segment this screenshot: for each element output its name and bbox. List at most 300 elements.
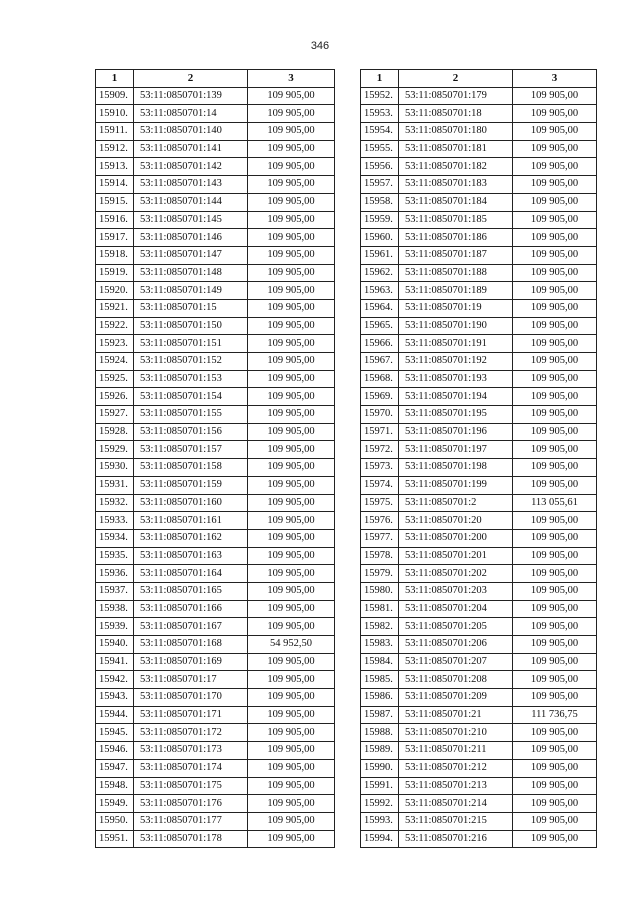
row-number: 15940. bbox=[96, 636, 134, 654]
row-number: 15984. bbox=[361, 653, 399, 671]
cadastral-value: 109 905,00 bbox=[248, 335, 335, 353]
cadastral-value: 109 905,00 bbox=[513, 193, 597, 211]
cadastral-number: 53:11:0850701:180 bbox=[399, 123, 513, 141]
cadastral-number: 53:11:0850701:167 bbox=[134, 618, 248, 636]
row-number: 15944. bbox=[96, 706, 134, 724]
cadastral-number: 53:11:0850701:212 bbox=[399, 759, 513, 777]
cadastral-number: 53:11:0850701:187 bbox=[399, 246, 513, 264]
cadastral-value: 109 905,00 bbox=[513, 653, 597, 671]
table-row bbox=[361, 105, 597, 123]
page-number: 346 bbox=[310, 40, 330, 52]
cadastral-value: 109 905,00 bbox=[248, 724, 335, 742]
table-row bbox=[96, 423, 335, 441]
table-body-right bbox=[361, 87, 597, 848]
table-row bbox=[361, 441, 597, 459]
cadastral-number: 53:11:0850701:204 bbox=[399, 600, 513, 618]
row-number: 15939. bbox=[96, 618, 134, 636]
table-row bbox=[96, 812, 335, 830]
row-number: 15953. bbox=[361, 105, 399, 123]
cadastral-number: 53:11:0850701:185 bbox=[399, 211, 513, 229]
table-row bbox=[361, 547, 597, 565]
cadastral-value: 109 905,00 bbox=[513, 123, 597, 141]
row-number: 15962. bbox=[361, 264, 399, 282]
table-row bbox=[96, 229, 335, 247]
row-number: 15977. bbox=[361, 529, 399, 547]
cadastral-value: 109 905,00 bbox=[248, 812, 335, 830]
cadastral-value: 109 905,00 bbox=[513, 636, 597, 654]
cadastral-number: 53:11:0850701:17 bbox=[134, 671, 248, 689]
row-number: 15931. bbox=[96, 476, 134, 494]
cadastral-number: 53:11:0850701:214 bbox=[399, 795, 513, 813]
cadastral-number: 53:11:0850701:210 bbox=[399, 724, 513, 742]
cadastral-number: 53:11:0850701:208 bbox=[399, 671, 513, 689]
table-row bbox=[361, 529, 597, 547]
cadastral-value: 109 905,00 bbox=[248, 406, 335, 424]
row-number: 15970. bbox=[361, 406, 399, 424]
row-number: 15981. bbox=[361, 600, 399, 618]
cadastral-value: 109 905,00 bbox=[513, 211, 597, 229]
cadastral-number: 53:11:0850701:168 bbox=[134, 636, 248, 654]
table-row bbox=[361, 582, 597, 600]
row-number: 15918. bbox=[96, 246, 134, 264]
table-row bbox=[361, 494, 597, 512]
cadastral-value: 109 905,00 bbox=[513, 600, 597, 618]
cadastral-number: 53:11:0850701:158 bbox=[134, 459, 248, 477]
cadastral-value: 109 905,00 bbox=[248, 176, 335, 194]
cadastral-number: 53:11:0850701:169 bbox=[134, 653, 248, 671]
row-number: 15923. bbox=[96, 335, 134, 353]
cadastral-value: 109 905,00 bbox=[513, 317, 597, 335]
table-row bbox=[96, 830, 335, 848]
row-number: 15993. bbox=[361, 812, 399, 830]
table-header-row bbox=[361, 70, 597, 88]
cadastral-value: 109 905,00 bbox=[513, 830, 597, 848]
row-number: 15987. bbox=[361, 706, 399, 724]
cadastral-value: 109 905,00 bbox=[248, 671, 335, 689]
cadastral-number: 53:11:0850701:141 bbox=[134, 140, 248, 158]
cadastral-value: 109 905,00 bbox=[248, 512, 335, 530]
cadastral-value: 109 905,00 bbox=[513, 353, 597, 371]
cadastral-value: 109 905,00 bbox=[513, 565, 597, 583]
table-row bbox=[361, 229, 597, 247]
table-row bbox=[96, 264, 335, 282]
cadastral-number: 53:11:0850701:170 bbox=[134, 689, 248, 707]
row-number: 15992. bbox=[361, 795, 399, 813]
cadastral-value: 109 905,00 bbox=[248, 441, 335, 459]
cadastral-value: 109 905,00 bbox=[513, 158, 597, 176]
table-row bbox=[361, 812, 597, 830]
row-number: 15945. bbox=[96, 724, 134, 742]
cadastral-value: 109 905,00 bbox=[248, 370, 335, 388]
row-number: 15936. bbox=[96, 565, 134, 583]
cadastral-value: 109 905,00 bbox=[513, 529, 597, 547]
table-row bbox=[361, 423, 597, 441]
row-number: 15913. bbox=[96, 158, 134, 176]
row-number: 15943. bbox=[96, 689, 134, 707]
table-row bbox=[361, 299, 597, 317]
table-row bbox=[361, 140, 597, 158]
cadastral-number: 53:11:0850701:181 bbox=[399, 140, 513, 158]
row-number: 15924. bbox=[96, 353, 134, 371]
row-number: 15917. bbox=[96, 229, 134, 247]
table-row bbox=[361, 370, 597, 388]
row-number: 15941. bbox=[96, 653, 134, 671]
cadastral-number: 53:11:0850701:177 bbox=[134, 812, 248, 830]
cadastral-value: 109 905,00 bbox=[248, 264, 335, 282]
table-row bbox=[96, 441, 335, 459]
row-number: 15912. bbox=[96, 140, 134, 158]
cadastral-number: 53:11:0850701:15 bbox=[134, 299, 248, 317]
column-header-cadastral-number: 2 bbox=[399, 70, 513, 88]
cadastral-number: 53:11:0850701:200 bbox=[399, 529, 513, 547]
cadastral-number: 53:11:0850701:186 bbox=[399, 229, 513, 247]
cadastral-number: 53:11:0850701:156 bbox=[134, 423, 248, 441]
cadastral-number: 53:11:0850701:213 bbox=[399, 777, 513, 795]
row-number: 15919. bbox=[96, 264, 134, 282]
table-row bbox=[96, 795, 335, 813]
row-number: 15994. bbox=[361, 830, 399, 848]
cadastral-number: 53:11:0850701:188 bbox=[399, 264, 513, 282]
row-number: 15925. bbox=[96, 370, 134, 388]
cadastral-number: 53:11:0850701:196 bbox=[399, 423, 513, 441]
row-number: 15950. bbox=[96, 812, 134, 830]
cadastral-value: 109 905,00 bbox=[248, 582, 335, 600]
cadastral-number: 53:11:0850701:159 bbox=[134, 476, 248, 494]
row-number: 15949. bbox=[96, 795, 134, 813]
table-row bbox=[96, 706, 335, 724]
table-row bbox=[96, 636, 335, 654]
cadastral-value: 109 905,00 bbox=[248, 158, 335, 176]
row-number: 15916. bbox=[96, 211, 134, 229]
row-number: 15930. bbox=[96, 459, 134, 477]
row-number: 15948. bbox=[96, 777, 134, 795]
cadastral-number: 53:11:0850701:206 bbox=[399, 636, 513, 654]
table-row bbox=[361, 777, 597, 795]
table-row bbox=[96, 529, 335, 547]
cadastral-value: 109 905,00 bbox=[248, 246, 335, 264]
cadastral-value: 109 905,00 bbox=[248, 423, 335, 441]
cadastral-number: 53:11:0850701:172 bbox=[134, 724, 248, 742]
table-row bbox=[96, 406, 335, 424]
table-row bbox=[361, 671, 597, 689]
cadastral-value: 109 905,00 bbox=[513, 459, 597, 477]
column-header-value: 3 bbox=[513, 70, 597, 88]
cadastral-number: 53:11:0850701:162 bbox=[134, 529, 248, 547]
row-number: 15980. bbox=[361, 582, 399, 600]
cadastral-value: 109 905,00 bbox=[513, 547, 597, 565]
table-row bbox=[96, 600, 335, 618]
table-row bbox=[96, 176, 335, 194]
cadastral-number: 53:11:0850701:201 bbox=[399, 547, 513, 565]
cadastral-value: 109 905,00 bbox=[248, 653, 335, 671]
cadastral-number: 53:11:0850701:154 bbox=[134, 388, 248, 406]
row-number: 15978. bbox=[361, 547, 399, 565]
cadastral-number: 53:11:0850701:194 bbox=[399, 388, 513, 406]
table-row bbox=[96, 158, 335, 176]
table-row bbox=[361, 653, 597, 671]
row-number: 15976. bbox=[361, 512, 399, 530]
cadastral-number: 53:11:0850701:150 bbox=[134, 317, 248, 335]
table-row bbox=[361, 706, 597, 724]
cadastral-number: 53:11:0850701:160 bbox=[134, 494, 248, 512]
row-number: 15922. bbox=[96, 317, 134, 335]
cadastral-number: 53:11:0850701:155 bbox=[134, 406, 248, 424]
cadastral-value: 109 905,00 bbox=[248, 795, 335, 813]
table-row bbox=[361, 795, 597, 813]
table-row bbox=[361, 335, 597, 353]
cadastral-value: 109 905,00 bbox=[513, 105, 597, 123]
cadastral-value: 113 055,61 bbox=[513, 494, 597, 512]
table-row bbox=[96, 353, 335, 371]
cadastral-value: 109 905,00 bbox=[248, 123, 335, 141]
cadastral-number: 53:11:0850701:165 bbox=[134, 582, 248, 600]
table-row bbox=[96, 193, 335, 211]
cadastral-number: 53:11:0850701:178 bbox=[134, 830, 248, 848]
table-row bbox=[96, 618, 335, 636]
table-row bbox=[96, 494, 335, 512]
table-row bbox=[96, 777, 335, 795]
cadastral-number: 53:11:0850701:147 bbox=[134, 246, 248, 264]
table-row bbox=[96, 317, 335, 335]
table-row bbox=[96, 759, 335, 777]
cadastral-value: 109 905,00 bbox=[248, 388, 335, 406]
row-number: 15937. bbox=[96, 582, 134, 600]
row-number: 15973. bbox=[361, 459, 399, 477]
cadastral-value: 109 905,00 bbox=[248, 87, 335, 105]
cadastral-value: 109 905,00 bbox=[513, 689, 597, 707]
table-row bbox=[361, 724, 597, 742]
table-row bbox=[361, 618, 597, 636]
table-row bbox=[96, 87, 335, 105]
row-number: 15910. bbox=[96, 105, 134, 123]
row-number: 15929. bbox=[96, 441, 134, 459]
row-number: 15972. bbox=[361, 441, 399, 459]
table-row bbox=[361, 476, 597, 494]
cadastral-value: 109 905,00 bbox=[513, 671, 597, 689]
table-row bbox=[361, 123, 597, 141]
cadastral-number: 53:11:0850701:199 bbox=[399, 476, 513, 494]
cadastral-value: 109 905,00 bbox=[248, 618, 335, 636]
row-number: 15990. bbox=[361, 759, 399, 777]
table-row bbox=[96, 299, 335, 317]
table-row bbox=[96, 370, 335, 388]
table-row bbox=[361, 459, 597, 477]
cadastral-number: 53:11:0850701:202 bbox=[399, 565, 513, 583]
cadastral-number: 53:11:0850701:14 bbox=[134, 105, 248, 123]
cadastral-value: 109 905,00 bbox=[248, 600, 335, 618]
table-row bbox=[96, 211, 335, 229]
table-row bbox=[361, 565, 597, 583]
table-row bbox=[96, 565, 335, 583]
cadastral-value: 109 905,00 bbox=[513, 282, 597, 300]
row-number: 15915. bbox=[96, 193, 134, 211]
table-row bbox=[96, 246, 335, 264]
cadastral-number: 53:11:0850701:176 bbox=[134, 795, 248, 813]
table-body-left bbox=[96, 87, 335, 848]
row-number: 15942. bbox=[96, 671, 134, 689]
cadastral-number: 53:11:0850701:175 bbox=[134, 777, 248, 795]
cadastral-value: 109 905,00 bbox=[248, 105, 335, 123]
cadastral-value: 109 905,00 bbox=[513, 176, 597, 194]
cadastral-number: 53:11:0850701:207 bbox=[399, 653, 513, 671]
row-number: 15974. bbox=[361, 476, 399, 494]
table-row bbox=[96, 671, 335, 689]
cadastral-number: 53:11:0850701:149 bbox=[134, 282, 248, 300]
cadastral-value: 109 905,00 bbox=[248, 211, 335, 229]
cadastral-table-left bbox=[95, 69, 335, 848]
row-number: 15964. bbox=[361, 299, 399, 317]
column-header-cadastral-number: 2 bbox=[134, 70, 248, 88]
cadastral-value: 109 905,00 bbox=[513, 229, 597, 247]
cadastral-value: 109 905,00 bbox=[513, 742, 597, 760]
cadastral-value: 111 736,75 bbox=[513, 706, 597, 724]
column-header-number: 1 bbox=[96, 70, 134, 88]
cadastral-number: 53:11:0850701:197 bbox=[399, 441, 513, 459]
cadastral-number: 53:11:0850701:145 bbox=[134, 211, 248, 229]
cadastral-value: 109 905,00 bbox=[513, 759, 597, 777]
row-number: 15986. bbox=[361, 689, 399, 707]
row-number: 15951. bbox=[96, 830, 134, 848]
cadastral-number: 53:11:0850701:157 bbox=[134, 441, 248, 459]
cadastral-number: 53:11:0850701:148 bbox=[134, 264, 248, 282]
table-row bbox=[96, 459, 335, 477]
table-row bbox=[96, 123, 335, 141]
cadastral-number: 53:11:0850701:143 bbox=[134, 176, 248, 194]
table-row bbox=[96, 282, 335, 300]
cadastral-value: 109 905,00 bbox=[248, 742, 335, 760]
row-number: 15935. bbox=[96, 547, 134, 565]
table-row bbox=[361, 158, 597, 176]
table-row bbox=[361, 87, 597, 105]
cadastral-number: 53:11:0850701:21 bbox=[399, 706, 513, 724]
table-row bbox=[361, 211, 597, 229]
table-row bbox=[361, 264, 597, 282]
cadastral-number: 53:11:0850701:164 bbox=[134, 565, 248, 583]
cadastral-number: 53:11:0850701:151 bbox=[134, 335, 248, 353]
cadastral-number: 53:11:0850701:189 bbox=[399, 282, 513, 300]
table-row bbox=[96, 547, 335, 565]
cadastral-value: 109 905,00 bbox=[248, 565, 335, 583]
cadastral-number: 53:11:0850701:190 bbox=[399, 317, 513, 335]
cadastral-value: 109 905,00 bbox=[513, 140, 597, 158]
table-row bbox=[361, 689, 597, 707]
cadastral-value: 109 905,00 bbox=[513, 335, 597, 353]
row-number: 15954. bbox=[361, 123, 399, 141]
cadastral-value: 109 905,00 bbox=[513, 264, 597, 282]
table-row bbox=[361, 600, 597, 618]
row-number: 15965. bbox=[361, 317, 399, 335]
cadastral-value: 54 952,50 bbox=[248, 636, 335, 654]
table-row bbox=[361, 388, 597, 406]
row-number: 15955. bbox=[361, 140, 399, 158]
row-number: 15927. bbox=[96, 406, 134, 424]
cadastral-value: 109 905,00 bbox=[248, 759, 335, 777]
row-number: 15985. bbox=[361, 671, 399, 689]
cadastral-value: 109 905,00 bbox=[248, 777, 335, 795]
cadastral-value: 109 905,00 bbox=[513, 246, 597, 264]
cadastral-value: 109 905,00 bbox=[248, 317, 335, 335]
table-row bbox=[96, 476, 335, 494]
cadastral-number: 53:11:0850701:19 bbox=[399, 299, 513, 317]
table-row bbox=[361, 176, 597, 194]
cadastral-number: 53:11:0850701:18 bbox=[399, 105, 513, 123]
table-row bbox=[96, 582, 335, 600]
row-number: 15982. bbox=[361, 618, 399, 636]
table-row bbox=[361, 742, 597, 760]
table-row bbox=[96, 335, 335, 353]
row-number: 15920. bbox=[96, 282, 134, 300]
cadastral-number: 53:11:0850701:166 bbox=[134, 600, 248, 618]
cadastral-number: 53:11:0850701:153 bbox=[134, 370, 248, 388]
cadastral-number: 53:11:0850701:216 bbox=[399, 830, 513, 848]
cadastral-number: 53:11:0850701:209 bbox=[399, 689, 513, 707]
row-number: 15956. bbox=[361, 158, 399, 176]
table-row bbox=[96, 140, 335, 158]
cadastral-value: 109 905,00 bbox=[513, 299, 597, 317]
row-number: 15960. bbox=[361, 229, 399, 247]
cadastral-value: 109 905,00 bbox=[513, 618, 597, 636]
row-number: 15983. bbox=[361, 636, 399, 654]
row-number: 15968. bbox=[361, 370, 399, 388]
table-row bbox=[361, 193, 597, 211]
row-number: 15979. bbox=[361, 565, 399, 583]
row-number: 15947. bbox=[96, 759, 134, 777]
cadastral-table-right bbox=[360, 69, 597, 848]
cadastral-value: 109 905,00 bbox=[513, 406, 597, 424]
table-row bbox=[361, 406, 597, 424]
row-number: 15963. bbox=[361, 282, 399, 300]
cadastral-number: 53:11:0850701:205 bbox=[399, 618, 513, 636]
cadastral-number: 53:11:0850701:192 bbox=[399, 353, 513, 371]
cadastral-value: 109 905,00 bbox=[248, 706, 335, 724]
row-number: 15938. bbox=[96, 600, 134, 618]
cadastral-value: 109 905,00 bbox=[248, 830, 335, 848]
cadastral-number: 53:11:0850701:163 bbox=[134, 547, 248, 565]
table-row bbox=[96, 724, 335, 742]
row-number: 15921. bbox=[96, 299, 134, 317]
cadastral-value: 109 905,00 bbox=[513, 812, 597, 830]
column-header-value: 3 bbox=[248, 70, 335, 88]
cadastral-number: 53:11:0850701:144 bbox=[134, 193, 248, 211]
cadastral-number: 53:11:0850701:191 bbox=[399, 335, 513, 353]
table-row bbox=[96, 388, 335, 406]
cadastral-number: 53:11:0850701:183 bbox=[399, 176, 513, 194]
cadastral-value: 109 905,00 bbox=[513, 795, 597, 813]
table-row bbox=[96, 742, 335, 760]
cadastral-number: 53:11:0850701:182 bbox=[399, 158, 513, 176]
row-number: 15914. bbox=[96, 176, 134, 194]
cadastral-number: 53:11:0850701:140 bbox=[134, 123, 248, 141]
column-header-number: 1 bbox=[361, 70, 399, 88]
table-row bbox=[361, 246, 597, 264]
table-row bbox=[361, 759, 597, 777]
cadastral-value: 109 905,00 bbox=[513, 370, 597, 388]
cadastral-number: 53:11:0850701:211 bbox=[399, 742, 513, 760]
cadastral-value: 109 905,00 bbox=[248, 353, 335, 371]
row-number: 15975. bbox=[361, 494, 399, 512]
cadastral-value: 109 905,00 bbox=[248, 193, 335, 211]
table-row bbox=[361, 317, 597, 335]
row-number: 15988. bbox=[361, 724, 399, 742]
cadastral-number: 53:11:0850701:193 bbox=[399, 370, 513, 388]
row-number: 15989. bbox=[361, 742, 399, 760]
table-row bbox=[361, 636, 597, 654]
cadastral-value: 109 905,00 bbox=[513, 423, 597, 441]
row-number: 15946. bbox=[96, 742, 134, 760]
cadastral-number: 53:11:0850701:146 bbox=[134, 229, 248, 247]
cadastral-value: 109 905,00 bbox=[513, 512, 597, 530]
cadastral-value: 109 905,00 bbox=[513, 582, 597, 600]
